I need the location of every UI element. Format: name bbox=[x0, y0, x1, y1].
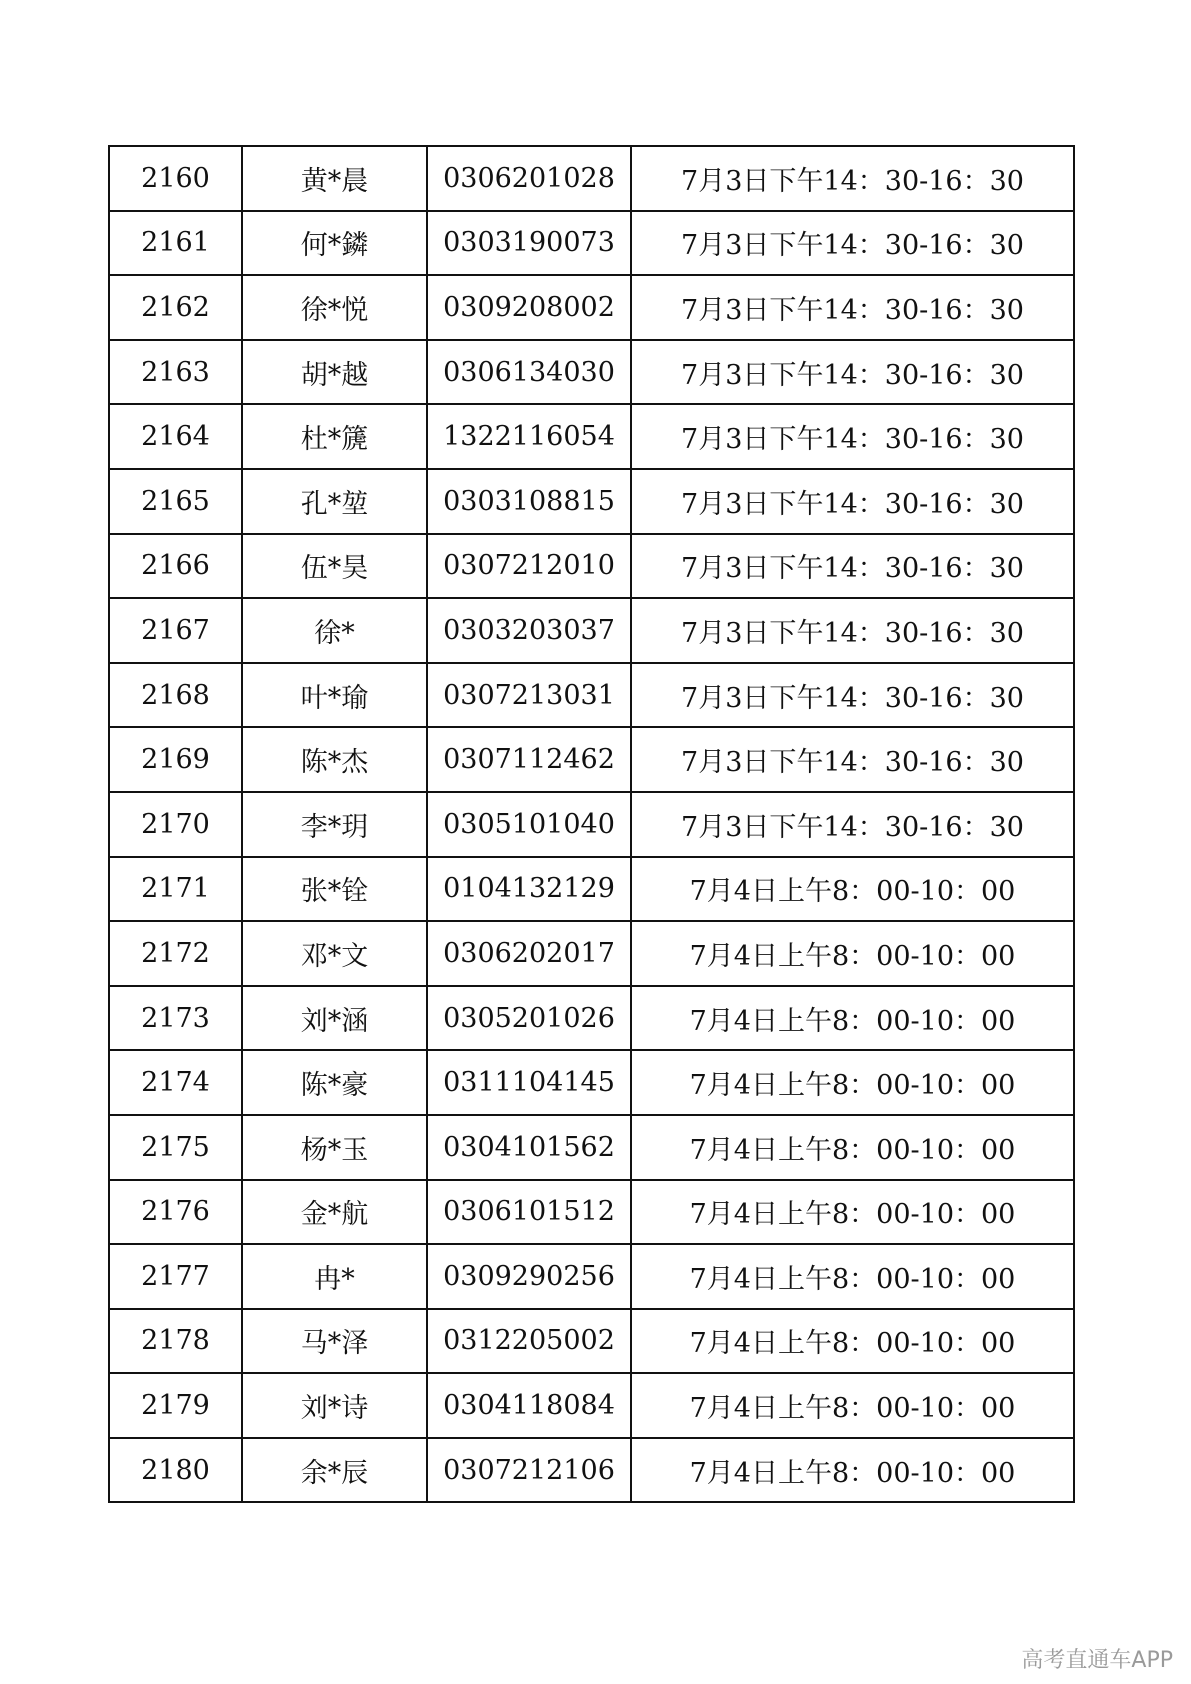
row-number-cell: 2179 bbox=[109, 1373, 242, 1438]
name-cell: 陈*豪 bbox=[242, 1050, 427, 1115]
row-number-cell: 2160 bbox=[109, 146, 242, 211]
name-cell: 马*泽 bbox=[242, 1309, 427, 1374]
name-cell: 伍*昊 bbox=[242, 534, 427, 599]
table-row bbox=[109, 1438, 1074, 1503]
row-number-cell: 2161 bbox=[109, 211, 242, 276]
id-number-cell: 0307212010 bbox=[427, 534, 631, 599]
time-slot-cell: 7月4日上午8：00-10：00 bbox=[631, 1244, 1074, 1309]
row-number-cell: 2163 bbox=[109, 340, 242, 405]
row-number-cell: 2172 bbox=[109, 921, 242, 986]
name-cell: 何*鏻 bbox=[242, 211, 427, 276]
id-number-cell: 0312205002 bbox=[427, 1309, 631, 1374]
id-number-cell: 0306201028 bbox=[427, 146, 631, 211]
schedule-table bbox=[108, 145, 1075, 1503]
table-row bbox=[109, 211, 1074, 276]
time-slot-cell: 7月4日上午8：00-10：00 bbox=[631, 857, 1074, 922]
time-slot-cell: 7月3日下午14：30-16：30 bbox=[631, 534, 1074, 599]
table-row bbox=[109, 921, 1074, 986]
table-row bbox=[109, 986, 1074, 1051]
time-slot-cell: 7月3日下午14：30-16：30 bbox=[631, 792, 1074, 857]
name-cell: 叶*瑜 bbox=[242, 663, 427, 728]
name-cell: 徐* bbox=[242, 598, 427, 663]
time-slot-cell: 7月4日上午8：00-10：00 bbox=[631, 1438, 1074, 1503]
id-number-cell: 0306101512 bbox=[427, 1180, 631, 1245]
time-slot-cell: 7月3日下午14：30-16：30 bbox=[631, 404, 1074, 469]
id-number-cell: 0307212106 bbox=[427, 1438, 631, 1503]
table-row bbox=[109, 469, 1074, 534]
id-number-cell: 1322116054 bbox=[427, 404, 631, 469]
name-cell: 陈*杰 bbox=[242, 727, 427, 792]
id-number-cell: 0104132129 bbox=[427, 857, 631, 922]
name-cell: 杨*玉 bbox=[242, 1115, 427, 1180]
id-number-cell: 0303190073 bbox=[427, 211, 631, 276]
id-number-cell: 0311104145 bbox=[427, 1050, 631, 1115]
id-number-cell: 0304118084 bbox=[427, 1373, 631, 1438]
row-number-cell: 2170 bbox=[109, 792, 242, 857]
table-row bbox=[109, 663, 1074, 728]
row-number-cell: 2164 bbox=[109, 404, 242, 469]
table-row bbox=[109, 1244, 1074, 1309]
row-number-cell: 2173 bbox=[109, 986, 242, 1051]
row-number-cell: 2177 bbox=[109, 1244, 242, 1309]
table-row bbox=[109, 1050, 1074, 1115]
row-number-cell: 2174 bbox=[109, 1050, 242, 1115]
time-slot-cell: 7月3日下午14：30-16：30 bbox=[631, 146, 1074, 211]
row-number-cell: 2171 bbox=[109, 857, 242, 922]
time-slot-cell: 7月4日上午8：00-10：00 bbox=[631, 921, 1074, 986]
id-number-cell: 0307112462 bbox=[427, 727, 631, 792]
name-cell: 刘*诗 bbox=[242, 1373, 427, 1438]
row-number-cell: 2165 bbox=[109, 469, 242, 534]
name-cell: 刘*涵 bbox=[242, 986, 427, 1051]
row-number-cell: 2180 bbox=[109, 1438, 242, 1503]
row-number-cell: 2168 bbox=[109, 663, 242, 728]
id-number-cell: 0306202017 bbox=[427, 921, 631, 986]
table-row bbox=[109, 792, 1074, 857]
row-number-cell: 2167 bbox=[109, 598, 242, 663]
table-row bbox=[109, 727, 1074, 792]
table-row bbox=[109, 857, 1074, 922]
table-row bbox=[109, 534, 1074, 599]
id-number-cell: 0304101562 bbox=[427, 1115, 631, 1180]
id-number-cell: 0306134030 bbox=[427, 340, 631, 405]
row-number-cell: 2162 bbox=[109, 275, 242, 340]
time-slot-cell: 7月4日上午8：00-10：00 bbox=[631, 1373, 1074, 1438]
row-number-cell: 2166 bbox=[109, 534, 242, 599]
id-number-cell: 0305101040 bbox=[427, 792, 631, 857]
id-number-cell: 0309290256 bbox=[427, 1244, 631, 1309]
name-cell: 胡*越 bbox=[242, 340, 427, 405]
table-row bbox=[109, 404, 1074, 469]
time-slot-cell: 7月4日上午8：00-10：00 bbox=[631, 1115, 1074, 1180]
name-cell: 徐*悦 bbox=[242, 275, 427, 340]
time-slot-cell: 7月3日下午14：30-16：30 bbox=[631, 340, 1074, 405]
time-slot-cell: 7月3日下午14：30-16：30 bbox=[631, 663, 1074, 728]
table-row bbox=[109, 146, 1074, 211]
row-number-cell: 2169 bbox=[109, 727, 242, 792]
row-number-cell: 2178 bbox=[109, 1309, 242, 1374]
time-slot-cell: 7月3日下午14：30-16：30 bbox=[631, 275, 1074, 340]
time-slot-cell: 7月3日下午14：30-16：30 bbox=[631, 469, 1074, 534]
name-cell: 冉* bbox=[242, 1244, 427, 1309]
table-row bbox=[109, 275, 1074, 340]
table-row bbox=[109, 1180, 1074, 1245]
time-slot-cell: 7月4日上午8：00-10：00 bbox=[631, 1180, 1074, 1245]
row-number-cell: 2175 bbox=[109, 1115, 242, 1180]
time-slot-cell: 7月4日上午8：00-10：00 bbox=[631, 986, 1074, 1051]
time-slot-cell: 7月3日下午14：30-16：30 bbox=[631, 211, 1074, 276]
id-number-cell: 0303108815 bbox=[427, 469, 631, 534]
name-cell: 张*铨 bbox=[242, 857, 427, 922]
name-cell: 邓*文 bbox=[242, 921, 427, 986]
time-slot-cell: 7月3日下午14：30-16：30 bbox=[631, 727, 1074, 792]
id-number-cell: 0303203037 bbox=[427, 598, 631, 663]
name-cell: 李*玥 bbox=[242, 792, 427, 857]
id-number-cell: 0309208002 bbox=[427, 275, 631, 340]
name-cell: 黄*晨 bbox=[242, 146, 427, 211]
time-slot-cell: 7月4日上午8：00-10：00 bbox=[631, 1050, 1074, 1115]
schedule-table-body bbox=[109, 146, 1074, 1502]
table-row bbox=[109, 1373, 1074, 1438]
name-cell: 孔*堃 bbox=[242, 469, 427, 534]
name-cell: 杜*篪 bbox=[242, 404, 427, 469]
table-row bbox=[109, 1309, 1074, 1374]
row-number-cell: 2176 bbox=[109, 1180, 242, 1245]
table-row bbox=[109, 340, 1074, 405]
table-row bbox=[109, 598, 1074, 663]
table-row bbox=[109, 1115, 1074, 1180]
time-slot-cell: 7月4日上午8：00-10：00 bbox=[631, 1309, 1074, 1374]
name-cell: 余*辰 bbox=[242, 1438, 427, 1503]
watermark-text: 高考直通车APP bbox=[1021, 1648, 1173, 1673]
id-number-cell: 0305201026 bbox=[427, 986, 631, 1051]
name-cell: 金*航 bbox=[242, 1180, 427, 1245]
id-number-cell: 0307213031 bbox=[427, 663, 631, 728]
time-slot-cell: 7月3日下午14：30-16：30 bbox=[631, 598, 1074, 663]
